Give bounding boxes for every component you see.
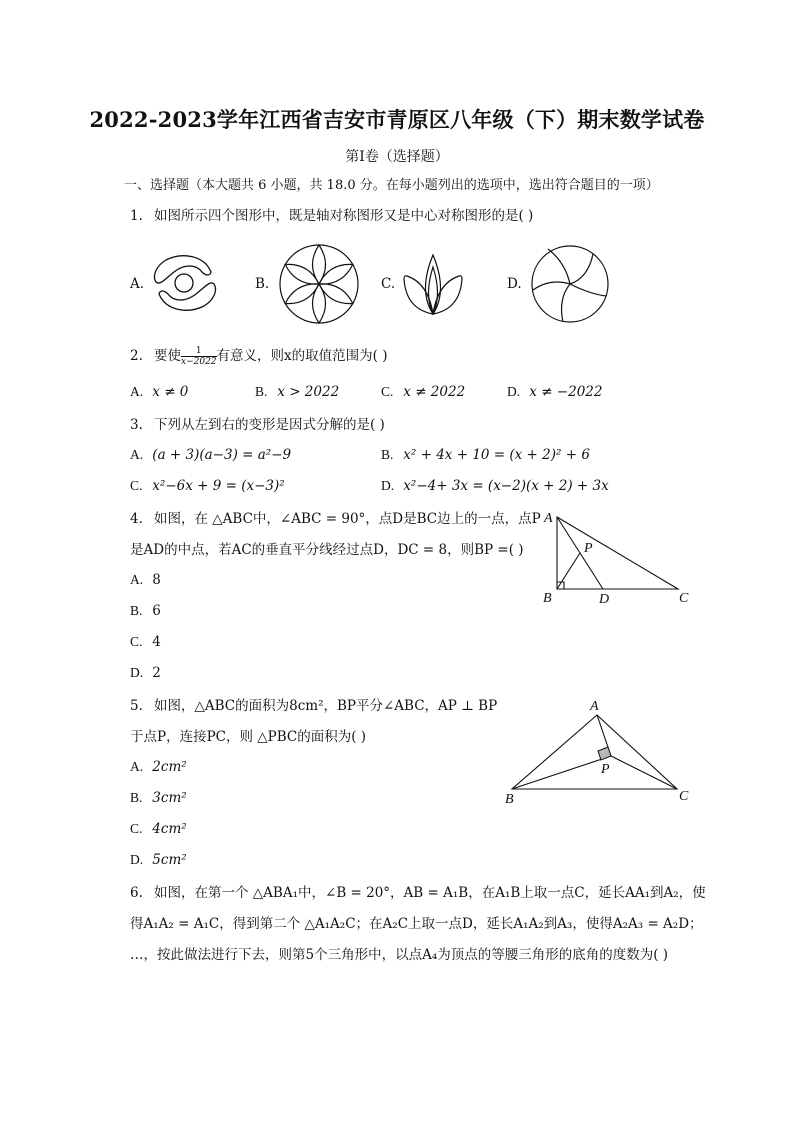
question-number: 1. <box>130 208 143 224</box>
fraction-denominator: x−2022 <box>181 357 217 367</box>
question-number: 5. <box>130 698 143 714</box>
pinwheel-circle-icon <box>530 244 610 324</box>
point-label-b: B <box>505 792 514 807</box>
question-3 <box>130 416 385 434</box>
question-6-line-1 <box>130 884 706 902</box>
lotus-figure-icon <box>402 253 464 315</box>
q2-option-a: A. x ≠ 0 <box>130 384 189 400</box>
q1-option-a-label: A. <box>130 276 145 292</box>
q4-option-b: B. 6 <box>130 603 161 619</box>
point-label-p: P <box>601 762 610 777</box>
q4-option-d: D. 2 <box>130 665 161 681</box>
q2-option-b: B. x > 2022 <box>255 384 340 400</box>
point-label-p: P <box>584 541 593 556</box>
eye-shaped-figure-icon <box>152 250 218 316</box>
q1-option-c-label: C. <box>381 276 396 292</box>
section-heading: 一、选择题（本大题共 6 小题，共 18.0 分。在每小题列出的选项中，选出符合题目的一项） <box>124 178 659 193</box>
question-text-after: 有意义，则x的取值范围为( ) <box>216 348 388 364</box>
q5-option-d: D. 5cm² <box>130 852 187 868</box>
question-text: 如图，在 △ABC中，∠ABC = 90°，点D是BC边上的一点，点P <box>154 511 541 527</box>
q1-option-b-label: B. <box>255 276 270 292</box>
point-label-a: A <box>544 511 553 526</box>
q4-option-a: A. 8 <box>130 572 161 588</box>
point-label-c: C <box>679 789 689 804</box>
fraction-numerator: 1 <box>181 346 217 357</box>
question-4-line-2: 是AD的中点，若AC的垂直平分线经过点D，DC = 8，则BP =( ) <box>130 542 524 558</box>
question-6-line-2: 得A₁A₂ = A₁C，得到第二个 △A₁A₂C；在A₂C上取一点D，延长A₁A₂到A₃，使得A₂A₃ = A₂D； <box>130 916 703 932</box>
question-2 <box>130 346 387 367</box>
q3-option-d: D. x²−4+ 3x = (x−2)(x + 2) + 3x <box>381 478 609 494</box>
question-number: 6. <box>130 885 143 901</box>
q3-option-c: C. x²−6x + 9 = (x−3)² <box>130 478 285 494</box>
question-number: 2. <box>130 348 143 364</box>
point-label-c: C <box>679 591 689 606</box>
q2-option-d: D. x ≠ −2022 <box>507 384 603 400</box>
q2-option-c: C. x ≠ 2022 <box>381 384 466 400</box>
q4-option-c: C. 4 <box>130 634 161 650</box>
q5-option-a: A. 2cm² <box>130 759 187 775</box>
question-text: 如图，△ABC的面积为8cm²，BP平分∠ABC，AP ⊥ BP <box>154 698 498 714</box>
six-petal-flower-icon <box>278 243 360 325</box>
question-5-line-2: 于点P，连接PC，则 △PBC的面积为( ) <box>130 729 367 745</box>
exam-title: 2022-2023学年江西省吉安市青原区八年级（下）期末数学试卷 <box>89 107 705 132</box>
question-text: 如图，在第一个 △ABA₁中，∠B = 20°，AB = A₁B，在A₁B上取一点C，延长AA₁到A₂，使 <box>154 885 706 901</box>
question-text: 如图所示四个图形中，既是轴对称图形又是中心对称图形的是( ) <box>154 208 534 224</box>
q1-option-d-label: D. <box>507 276 522 292</box>
q5-option-b: B. 3cm² <box>130 790 187 806</box>
q3-option-b: B. x² + 4x + 10 = (x + 2)² + 6 <box>381 447 590 463</box>
right-triangle-figure-icon <box>530 500 700 610</box>
point-label-a: A <box>590 699 599 714</box>
question-4-line-1 <box>130 510 541 528</box>
point-label-b: B <box>543 591 552 606</box>
q5-option-c: C. 4cm² <box>130 821 187 837</box>
q3-option-a: A. (a + 3)(a−3) = a²−9 <box>130 447 292 463</box>
question-number: 3. <box>130 417 143 433</box>
question-text: 下列从左到右的变形是因式分解的是( ) <box>154 417 385 433</box>
triangle-bisector-figure-icon <box>495 690 705 810</box>
question-text-before: 要使 <box>154 348 181 364</box>
question-1 <box>130 207 533 225</box>
point-label-d: D <box>599 592 610 607</box>
question-5-line-1 <box>130 697 497 715</box>
question-number: 4. <box>130 511 143 527</box>
fraction <box>181 346 217 367</box>
question-6-line-3: …，按此做法进行下去，则第5个三角形中，以点A₄为顶点的等腰三角形的底角的度数为( ) <box>130 947 669 963</box>
volume-subtitle: 第Ⅰ卷（选择题） <box>345 149 449 165</box>
